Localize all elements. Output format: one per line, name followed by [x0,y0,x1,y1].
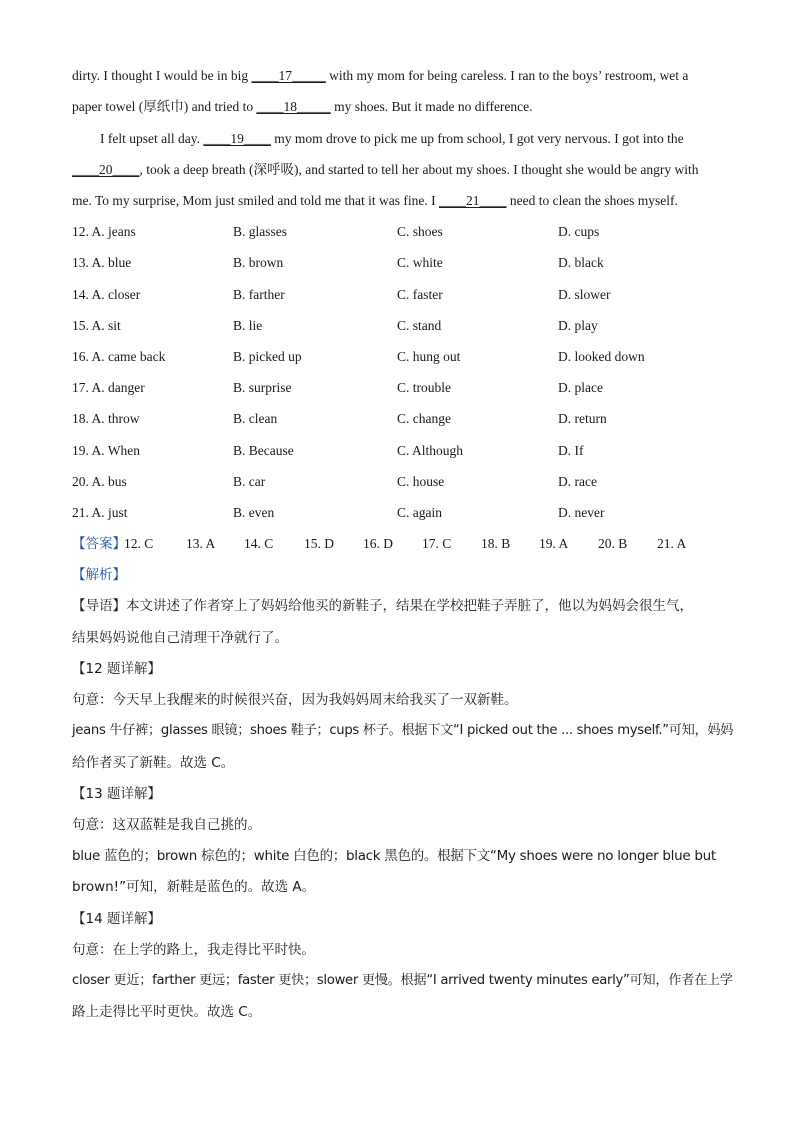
answer-item: 14. C [244,536,274,551]
option-b: B. picked up [233,349,302,364]
option-c: C. Although [397,443,464,458]
passage-text: need to clean the shoes myself. [506,193,678,208]
answer-item: 17. C [422,536,452,551]
q12-explanation: 给作者买了新鞋。故选 C。 [72,755,235,771]
passage-text: I felt upset all day. [100,131,204,146]
passage-text: , took a deep breath (深呼吸), and started to tell her about my shoes. I thought she would be angry with [139,162,699,177]
option-row [72,379,732,397]
analysis-label: 【解析】 [72,567,126,583]
answer-item: 20. B [598,536,628,551]
passage-text: paper towel (厚纸巾) and tried to [72,99,257,114]
option-c: C. hung out [397,349,461,364]
blank-18: ____18_____ [256,99,331,114]
q14-sense: 句意：在上学的路上，我走得比平时快。 [72,942,315,958]
answer-item: 21. A [657,536,687,551]
option-b: B. car [233,474,266,489]
option-d: D. place [558,380,603,395]
option-d: D. cups [558,224,600,239]
answer-item: 15. D [304,536,334,551]
option-row [72,410,732,428]
option-c: C. house [397,474,445,489]
option-d: D. play [558,318,598,333]
blank-17: ____17_____ [251,68,326,83]
answer-item: 18. B [481,536,511,551]
option-row [72,223,732,241]
q12-title: 【12 题详解】 [72,661,161,677]
answer-item: 16. D [363,536,393,551]
option-c: C. faster [397,287,443,302]
q13-explanation: blue 蓝色的；brown 棕色的；white 白色的；black 黑色的。根据下文“My shoes were no longer blue but [72,848,716,864]
option-row [72,504,732,522]
option-a: 17. A. danger [72,380,145,395]
option-a: 19. A. When [72,443,140,458]
option-a: 15. A. sit [72,318,121,333]
passage-text: my shoes. But it made no difference. [330,99,533,114]
answer-row [72,535,732,553]
passage-line [72,98,533,116]
passage-text: dirty. I thought I would be in big [72,68,252,83]
option-b: B. glasses [233,224,287,239]
option-c: C. white [397,255,443,270]
q13-explanation: brown!”可知，新鞋是蓝色的。故选 A。 [72,879,316,895]
option-a: 18. A. throw [72,411,140,426]
option-row [72,442,732,460]
option-d: D. never [558,505,605,520]
option-row [72,286,732,304]
option-a: 20. A. bus [72,474,127,489]
blank-21: ____21____ [439,193,507,208]
passage-text: me. To my surprise, Mom just smiled and told me that it was fine. I [72,193,440,208]
option-c: C. trouble [397,380,451,395]
blank-20: ____20____ [72,162,140,177]
intro-tag: 【导语】 [72,598,126,614]
option-c: C. stand [397,318,442,333]
option-b: B. lie [233,318,263,333]
option-a: 14. A. closer [72,287,141,302]
option-row [72,254,732,272]
option-d: D. black [558,255,604,270]
option-row [72,348,732,366]
option-row [72,473,732,491]
option-b: B. farther [233,287,285,302]
q14-explanation: closer 更近；farther 更远；faster 更快；slower 更慢。根据“I arrived twenty minutes early”可知，作者在上学 [72,973,733,988]
intro-line [72,597,693,615]
option-c: C. again [397,505,442,520]
intro-text: 本文讲述了作者穿上了妈妈给他买的新鞋子，结果在学校把鞋子弄脏了，他以为妈妈会很生气， [126,598,693,614]
q12-sense: 句意：今天早上我醒来的时候很兴奋，因为我妈妈周末给我买了一双新鞋。 [72,692,518,708]
passage-line [72,161,699,179]
option-row [72,317,732,335]
option-b: B. clean [233,411,278,426]
option-d: D. If [558,443,584,458]
option-c: C. shoes [397,224,443,239]
passage-line [72,67,688,85]
option-d: D. return [558,411,607,426]
option-a: 12. A. jeans [72,224,136,239]
option-b: B. even [233,505,275,520]
answer-label: 【答案】 [72,536,126,552]
blank-19: ____19____ [203,131,271,146]
option-b: B. surprise [233,380,292,395]
option-d: D. slower [558,287,611,302]
answer-item: 13. A [186,536,216,551]
passage-line [72,192,678,210]
passage-text: my mom drove to pick me up from school, I got very nervous. I got into the [270,131,684,146]
option-d: D. looked down [558,349,645,364]
answer-item: 19. A [539,536,569,551]
option-b: B. Because [233,443,294,458]
q12-explanation: jeans 牛仔裤；glasses 眼镜；shoes 鞋子；cups 杯子。根据下文“I picked out the ... shoes myself.”可知，妈妈 [72,723,734,738]
option-b: B. brown [233,255,284,270]
passage-line [100,130,684,148]
q13-sense: 句意：这双蓝鞋是我自己挑的。 [72,817,261,833]
answer-item: 12. C [124,536,154,551]
q14-explanation: 路上走得比平时更快。故选 C。 [72,1004,262,1020]
option-d: D. race [558,474,597,489]
q14-title: 【14 题详解】 [72,911,161,927]
option-a: 21. A. just [72,505,128,520]
q13-title: 【13 题详解】 [72,786,161,802]
passage-text: with my mom for being careless. I ran to the boys’ restroom, wet a [325,68,689,83]
intro-text: 结果妈妈说他自己清理干净就行了。 [72,630,288,646]
option-c: C. change [397,411,451,426]
option-a: 13. A. blue [72,255,132,270]
option-a: 16. A. came back [72,349,166,364]
